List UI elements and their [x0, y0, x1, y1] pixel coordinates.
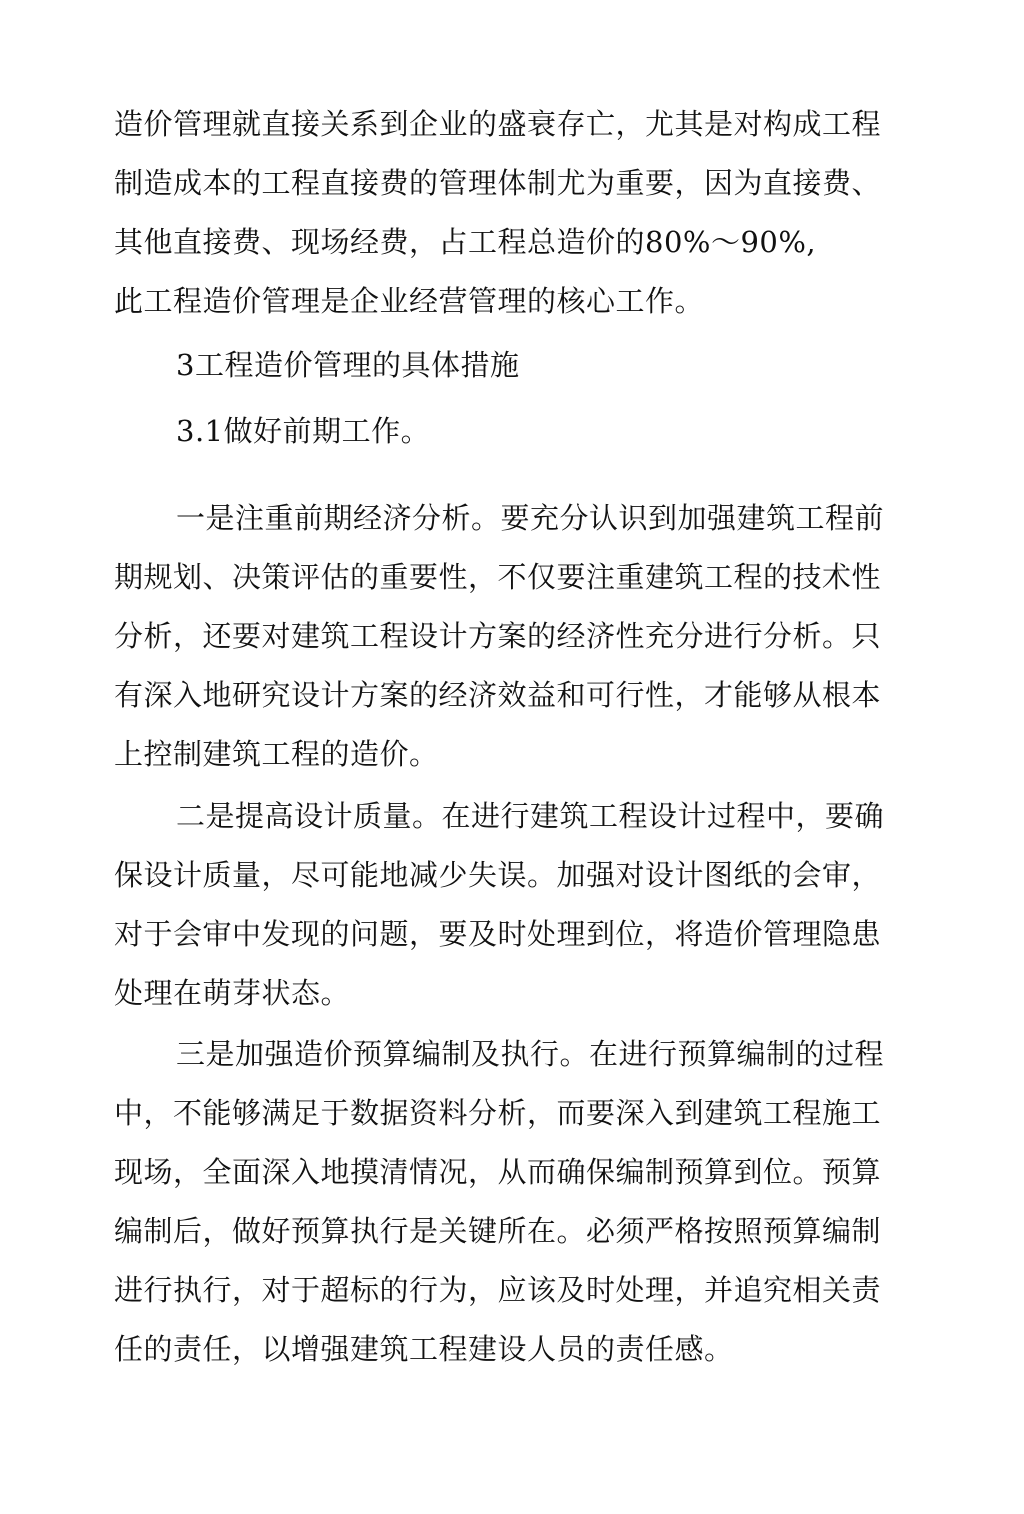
paragraph-line: 有深入地研究设计方案的经济效益和可行性，才能够从根本 — [114, 678, 882, 712]
paragraph-line: 进行执行，对于超标的行为，应该及时处理，并追究相关责 — [114, 1273, 882, 1307]
paragraph-line: 分析，还要对建筑工程设计方案的经济性充分进行分析。只 — [114, 619, 882, 653]
paragraph-line: 对于会审中发现的问题，要及时处理到位，将造价管理隐患 — [114, 917, 882, 951]
paragraph-line: 一是注重前期经济分析。要充分认识到加强建筑工程前 — [176, 501, 885, 535]
paragraph-line: 期规划、决策评估的重要性，不仅要注重建筑工程的技术性 — [114, 560, 882, 594]
text-line: 造价管理就直接关系到企业的盛衰存亡，尤其是对构成工程 — [114, 107, 882, 141]
paragraph-line: 保设计质量，尽可能地减少失误。加强对设计图纸的会审， — [114, 858, 882, 892]
paragraph-line: 处理在萌芽状态。 — [114, 976, 351, 1010]
paragraph-line: 上控制建筑工程的造价。 — [114, 737, 439, 771]
paragraph-line: 编制后，做好预算执行是关键所在。必须严格按照预算编制 — [114, 1214, 882, 1248]
text-line: 制造成本的工程直接费的管理体制尤为重要，因为直接费、 — [114, 166, 882, 200]
text-line: 此工程造价管理是企业经营管理的核心工作。 — [114, 284, 705, 318]
paragraph-line: 中，不能够满足于数据资料分析，而要深入到建筑工程施工 — [114, 1096, 882, 1130]
text-line: 其他直接费、现场经费，占工程总造价的80%～90%, — [114, 225, 817, 259]
paragraph-line: 三是加强造价预算编制及执行。在进行预算编制的过程 — [176, 1037, 885, 1071]
paragraph-line: 二是提高设计质量。在进行建筑工程设计过程中，要确 — [176, 799, 885, 833]
section-heading: 3工程造价管理的具体措施 — [176, 348, 520, 382]
paragraph-line: 现场，全面深入地摸清情况，从而确保编制预算到位。预算 — [114, 1155, 882, 1189]
subsection-heading: 3.1做好前期工作。 — [176, 414, 431, 448]
paragraph-line: 任的责任，以增强建筑工程建设人员的责任感。 — [114, 1332, 734, 1366]
